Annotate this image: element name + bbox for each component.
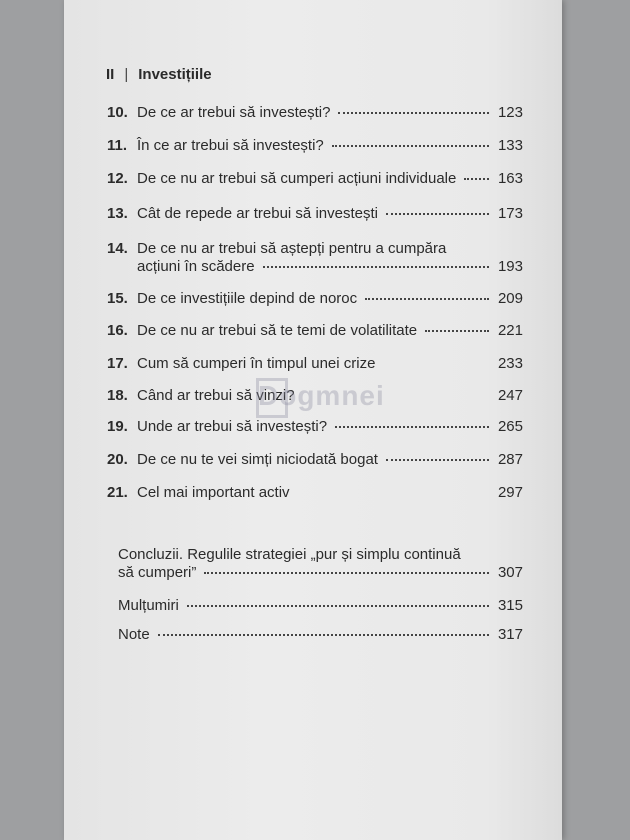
entry-page: 247 (497, 387, 523, 404)
toc-entry-14 (107, 240, 523, 276)
toc-entry-13 (107, 205, 523, 223)
entry-number: 10. (107, 104, 128, 121)
entry-title: Concluzii. Regulile strategiei „pur și simplu continuă (118, 546, 461, 563)
entry-page: 133 (497, 137, 523, 154)
toc-notes (118, 626, 523, 644)
entry-title: Cum să cumperi în timpul unei crize (137, 355, 376, 372)
entry-title-continued: acțiuni în scădere (137, 258, 255, 275)
entry-title: De ce nu ar trebui să te temi de volatilitate (137, 322, 418, 339)
entry-page: 307 (497, 564, 523, 581)
leader-dots (386, 212, 489, 215)
toc-acknowledgements (118, 597, 523, 615)
leader-dots (204, 571, 489, 574)
entry-page: 233 (497, 355, 523, 372)
entry-title: În ce ar trebui să investești? (137, 137, 324, 154)
leader-dots (187, 604, 489, 607)
toc-entry-17 (107, 355, 523, 373)
leader-dots (338, 111, 489, 114)
entry-title: Mulțumiri (118, 597, 179, 614)
entry-page: 317 (497, 626, 523, 643)
entry-title: De ce ar trebui să investești? (137, 104, 331, 121)
leader-dots (365, 297, 489, 300)
entry-number: 11. (107, 137, 128, 154)
toc-entry-20 (107, 451, 523, 469)
watermark: Dogmnei (258, 380, 385, 411)
entry-page: 173 (497, 205, 523, 222)
entry-title: De ce nu ar trebui să cumperi acțiuni individuale (137, 170, 457, 187)
entry-page: 209 (497, 290, 523, 307)
entry-number: 16. (107, 322, 128, 339)
entry-number: 17. (107, 355, 128, 372)
leader-dots (383, 362, 489, 365)
toc-entry-16 (107, 322, 523, 340)
leader-dots (298, 491, 489, 494)
entry-number: 20. (107, 451, 128, 468)
entry-title: De ce nu te vei simți niciodată bogat (137, 451, 378, 468)
leader-dots (464, 177, 489, 180)
part-separator: | (124, 66, 129, 83)
part-header (106, 66, 212, 83)
toc-entry-12 (107, 170, 523, 188)
toc-entry-10 (107, 104, 523, 122)
entry-page: 193 (497, 258, 523, 275)
entry-number: 12. (107, 170, 128, 187)
entry-title: Unde ar trebui să investești? (137, 418, 328, 435)
part-roman: II (106, 66, 115, 83)
leader-dots (335, 425, 489, 428)
entry-number: 19. (107, 418, 128, 435)
entry-page: 265 (497, 418, 523, 435)
toc-entry-15 (107, 290, 523, 308)
leader-dots (158, 633, 489, 636)
entry-page: 297 (497, 484, 523, 501)
entry-number: 21. (107, 484, 128, 501)
entry-title: Când ar trebui să vinzi? (137, 387, 295, 404)
entry-number: 18. (107, 387, 128, 404)
entry-page: 287 (497, 451, 523, 468)
entry-number: 14. (107, 240, 128, 257)
toc-entry-11 (107, 137, 523, 155)
part-title: Investițiile (138, 66, 212, 83)
entry-title: De ce nu ar trebui să aștepți pentru a cumpăra (137, 240, 447, 257)
entry-title: De ce investițiile depind de noroc (137, 290, 358, 307)
leader-dots (332, 144, 489, 147)
toc-entry-21 (107, 484, 523, 502)
entry-page: 315 (497, 597, 523, 614)
entry-page: 123 (497, 104, 523, 121)
leader-dots (263, 265, 489, 268)
entry-title: Cât de repede ar trebui să investești (137, 205, 378, 222)
entry-title: Note (118, 626, 150, 643)
entry-number: 13. (107, 205, 128, 222)
entry-number: 15. (107, 290, 128, 307)
entry-page: 221 (497, 322, 523, 339)
leader-dots (386, 458, 489, 461)
leader-dots (425, 329, 489, 332)
toc-entry-19 (107, 418, 523, 436)
entry-title: Cel mai important activ (137, 484, 290, 501)
entry-title-continued: să cumperi” (118, 564, 197, 581)
entry-page: 163 (497, 170, 523, 187)
toc-conclusions (118, 546, 523, 582)
